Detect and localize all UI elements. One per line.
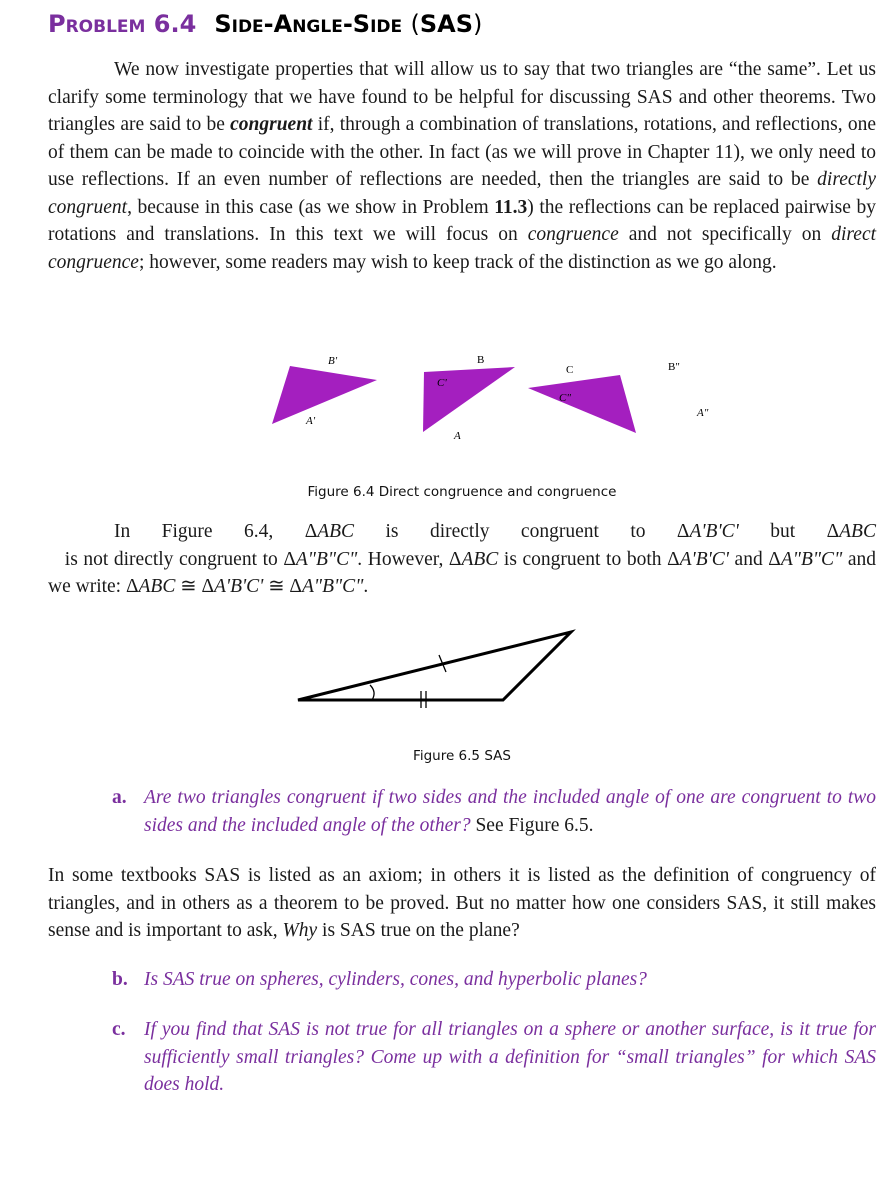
- question-b-label: b.: [112, 969, 128, 990]
- question-a-label: a.: [112, 787, 127, 808]
- label-c-prime: C': [437, 377, 447, 389]
- figure-6-4-caption: Figure 6.4 Direct congruence and congruence: [307, 484, 617, 500]
- problem-title: Side-Angle-Side: [214, 10, 403, 38]
- figure-6-5-caption: Figure 6.5 SAS: [413, 748, 511, 764]
- label-a-double-prime: A": [697, 407, 709, 419]
- label-c: C: [566, 364, 574, 376]
- question-c-label: c.: [112, 1019, 126, 1040]
- figure-6-4: [250, 350, 710, 450]
- problem-name: Side-Angle-Side (SAS): [214, 10, 483, 38]
- question-b-text: Is SAS true on spheres, cylinders, cones, and hyperbolic planes?: [144, 969, 647, 990]
- term-directly-congruent: directly congruent: [48, 169, 876, 218]
- term-congruence: congruence: [527, 224, 619, 245]
- question-b: [112, 966, 876, 994]
- triangle-a-prime: [272, 366, 377, 424]
- problem-number: Problem 6.4: [48, 10, 197, 38]
- label-b-double-prime: B": [668, 361, 680, 373]
- figure-6-5: [296, 624, 586, 714]
- sas-triangle: [298, 632, 571, 700]
- label-a-prime: A': [306, 415, 316, 427]
- comparison-paragraph: In Figure 6.4, ΔABC is directly congruent to ΔA'B'C' but ΔABC is not directly congruent to ΔA"B"C". However, ΔABC is congruent to both ΔA'B'C' and ΔA"B"C" and we write: ΔABC ≅ ΔA'B'C' ≅ ΔA"B"C".: [48, 521, 877, 597]
- angle-arc-mark: [370, 685, 374, 700]
- triangle-a-double-prime: [528, 375, 636, 433]
- question-c: [112, 1016, 876, 1099]
- label-c-double-prime: C": [559, 392, 571, 404]
- question-c-text: If you find that SAS is not true for all triangles on a sphere or another surface, is it true for sufficiently small triangles? Come up with a definition for “small triangles” for which SAS does hold.: [144, 1019, 876, 1095]
- question-a: [112, 784, 876, 839]
- middle-paragraph: In some textbooks SAS is listed as an axiom; in others it is listed as the definition of congruency of triangles, and in others as a theorem to be proved. But no matter how one considers SAS, it still makes sense and is important to ask, Why is SAS true on the plane?: [48, 865, 876, 941]
- problem-heading: [48, 10, 482, 38]
- label-a: A: [454, 430, 461, 442]
- problem-abbrev: SAS: [419, 10, 474, 38]
- label-b-prime: B': [328, 355, 338, 367]
- label-b: B: [477, 354, 485, 366]
- term-why: Why: [282, 920, 318, 941]
- term-direct-congruence: direct congruence: [48, 224, 877, 273]
- problem-ref: 11.3: [494, 196, 528, 218]
- intro-paragraph: We now investigate properties that will allow us to say that two triangles are “the same”. Let us clarify some terminology that we have found to be helpful for discussing SAS and other theorems. Two triangles are said to be congruent if, through a combination of translations, rotations, and reflections, one of them can be made to coincide with the other. In fact (as we will prove in Chapter 11), we only need to use reflections. If an even number of reflections are needed, then the triangles are said to be directly congruent, because in this case (as we show in Problem 11.3) the reflections can be replaced pairwise by rotations and translations. In this text we will focus on congruence and not specifically on direct congruence; however, some readers may wish to keep track of the distinction as we go along.: [48, 59, 877, 273]
- question-a-see-figure: See Figure 6.5.: [470, 814, 594, 836]
- term-congruent: congruent: [230, 114, 313, 135]
- question-a-text: Are two triangles congruent if two sides and the included angle of one are congruent to two sides and the included angle of the other?: [144, 787, 876, 836]
